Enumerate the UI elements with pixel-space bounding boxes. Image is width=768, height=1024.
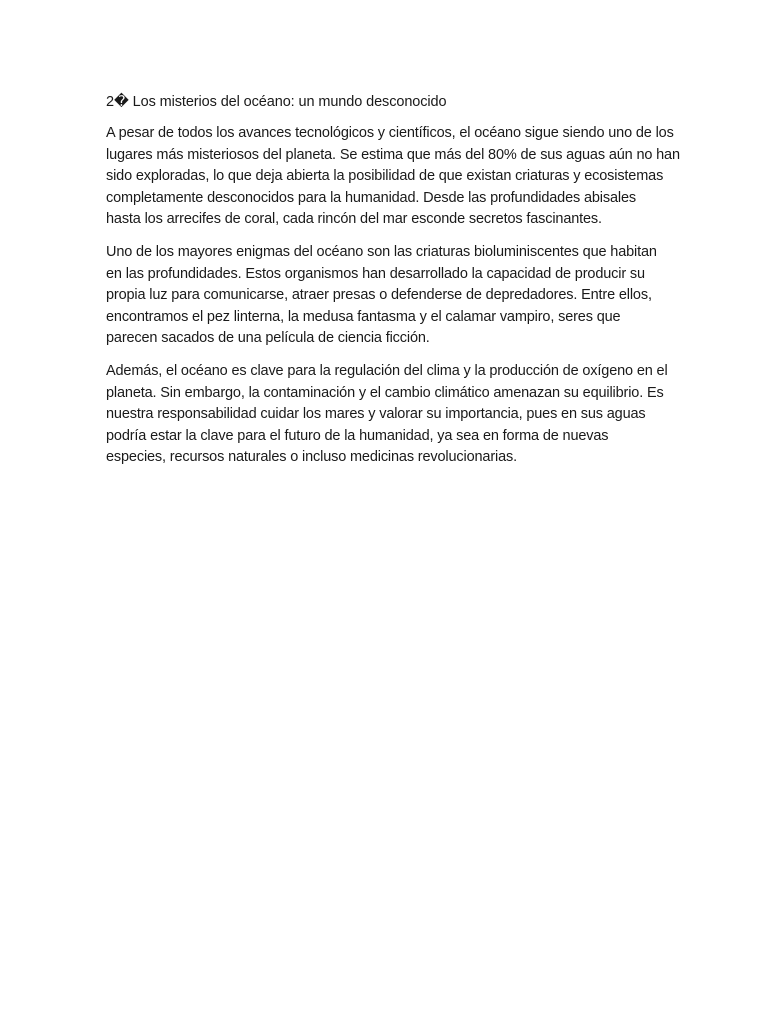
paragraph-line: Uno de los mayores enigmas del océano son las criaturas bioluminiscentes que habitan [106,243,657,260]
paragraph-line: en las profundidades. Estos organismos han desarrollado la capacidad de producir su [106,265,645,282]
paragraph-line: nuestra responsabilidad cuidar los mares y valorar su importancia, pues en sus aguas [106,406,646,423]
paragraph-line: planeta. Sin embargo, la contaminación y el cambio climático amenazan su equilibrio. Es [106,384,664,401]
paragraph-line: A pesar de todos los avances tecnológicos y científicos, el océano sigue siendo uno de los [106,125,674,141]
paragraph-line: encontramos el pez linterna, la medusa fantasma y el calamar vampiro, seres que [106,308,621,325]
paragraph-line: podría estar la clave para el futuro de la humanidad, ya sea en forma de nuevas [106,427,609,444]
paragraph-line: parecen sacados de una película de ciencia ficción. [106,330,430,347]
paragraph-line: Además, el océano es clave para la regulación del clima y la producción de oxígeno en el [106,362,668,379]
paragraph-line: lugares más misteriosos del planeta. Se estima que más del 80% de sus aguas aún no han [106,146,680,163]
section-heading: 2� Los misterios del océano: un mundo desconocido [106,94,447,110]
paragraph-line: completamente desconocidos para la humanidad. Desde las profundidades abisales [106,189,636,206]
paragraph-line: propia luz para comunicarse, atraer presas o defenderse de depredadores. Entre ellos, [106,287,652,304]
paragraph-line: especies, recursos naturales o incluso medicinas revolucionarias. [106,449,517,466]
paragraph-2 [106,242,662,350]
document-page [106,92,680,480]
paragraph-line: sido exploradas, lo que deja abierta la posibilidad de que existan criaturas y ecosistemas [106,168,664,185]
paragraph-1 [106,123,680,231]
paragraph-3 [106,361,668,469]
paragraph-line: hasta los arrecifes de coral, cada rincón del mar esconde secretos fascinantes. [106,211,602,228]
